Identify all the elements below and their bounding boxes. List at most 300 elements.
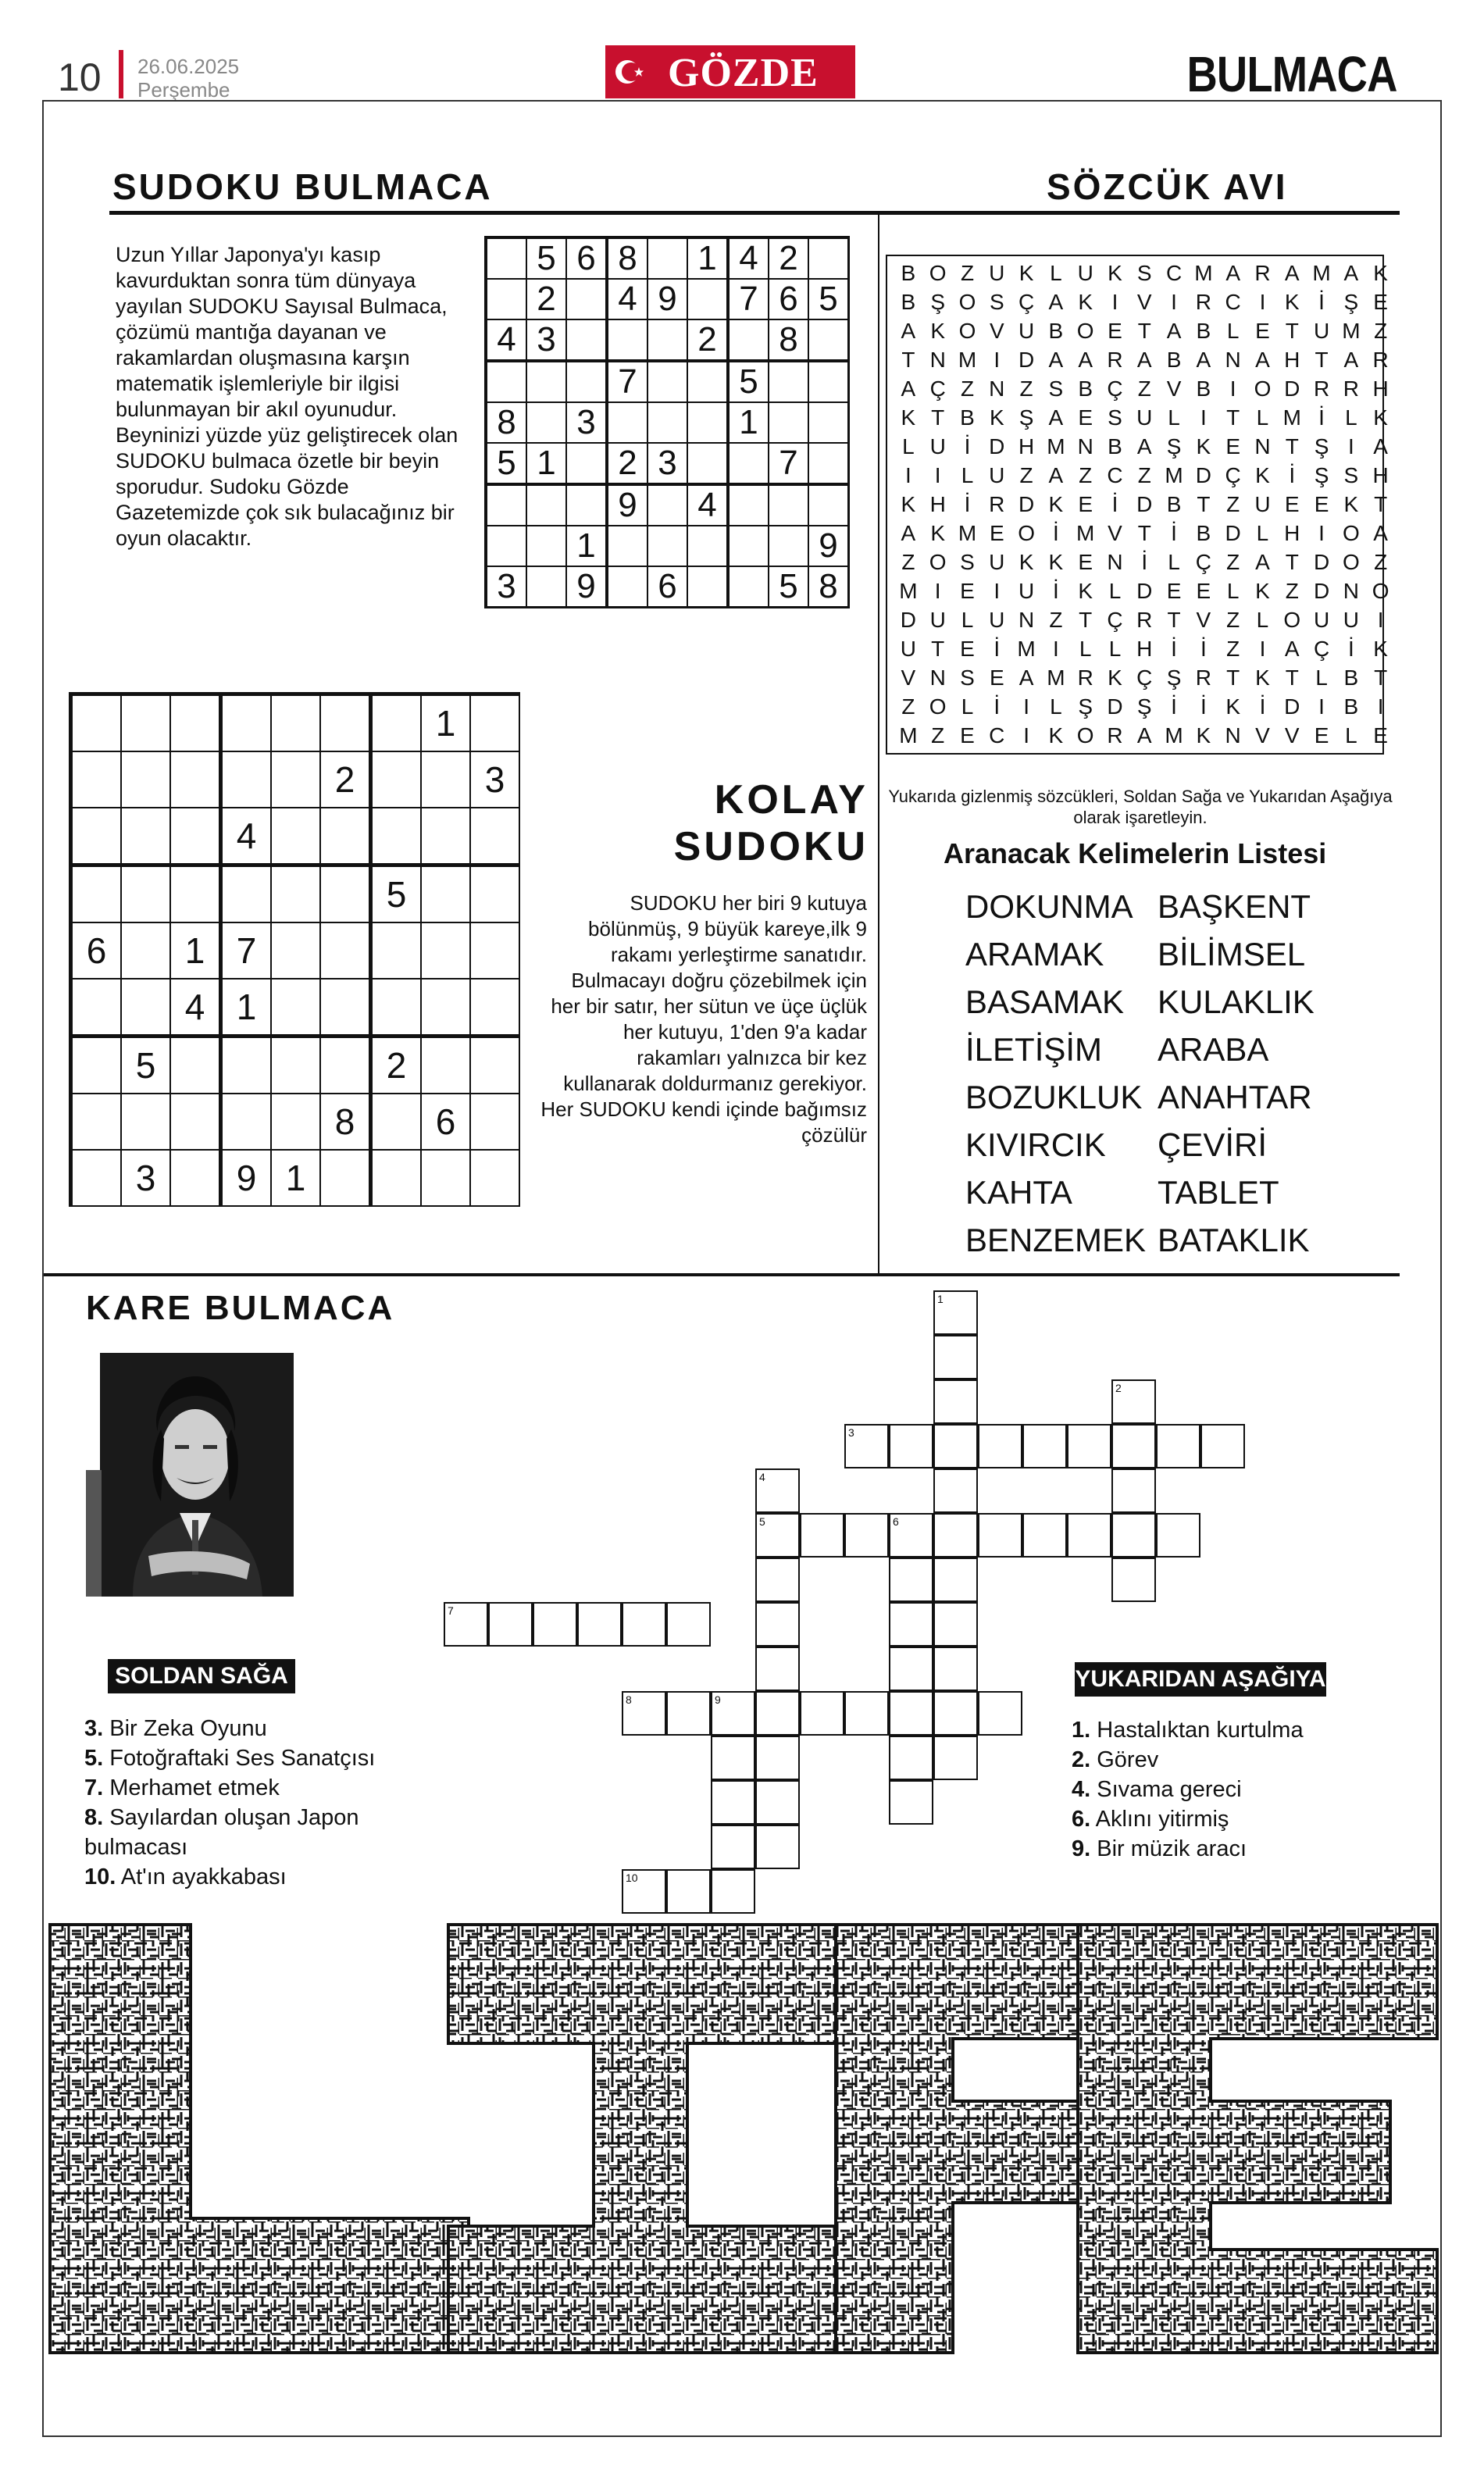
crossword-cell[interactable] [933,1602,978,1647]
wordsearch-letter[interactable]: L [1168,405,1180,430]
sudoku-cell[interactable] [470,808,519,865]
sudoku-cell[interactable] [486,237,526,279]
sudoku-cell[interactable] [808,237,849,279]
wordsearch-letter[interactable]: A [901,376,916,401]
wordsearch-letter[interactable]: E [1255,319,1270,343]
sudoku-cell[interactable]: 5 [526,237,566,279]
crossword-cell[interactable] [889,1647,933,1691]
wordsearch-letter[interactable]: K [1255,463,1270,487]
sudoku-cell[interactable]: 2 [687,319,728,361]
wordsearch-letter[interactable]: B [1078,376,1093,401]
wordsearch-letter[interactable]: Ç [1195,550,1211,574]
crossword-cell[interactable] [711,1869,755,1914]
sudoku-cell[interactable] [371,922,422,979]
wordsearch-letter[interactable]: İ [1289,463,1296,487]
sudoku-cell[interactable] [170,694,221,752]
wordsearch-letter[interactable]: T [1285,550,1299,574]
sudoku-cell[interactable]: 4 [607,279,647,319]
sudoku-grid[interactable] [484,236,850,608]
sudoku-cell[interactable] [221,694,272,752]
crossword-cell[interactable] [889,1780,933,1825]
sudoku-cell[interactable] [271,1037,320,1094]
sudoku-cell[interactable] [808,319,849,361]
wordsearch-letter[interactable]: M [1047,665,1065,690]
wordsearch-letter[interactable]: A [1343,348,1359,372]
sudoku-cell[interactable] [526,402,566,443]
wordsearch-letter[interactable]: I [993,348,1001,372]
wordsearch-letter[interactable]: M [958,521,977,545]
sudoku-cell[interactable] [647,526,687,566]
wordsearch-letter[interactable]: R [1195,290,1211,314]
wordsearch-letter[interactable]: D [1107,694,1123,719]
wordsearch-letter[interactable]: A [1166,319,1182,343]
wordsearch-letter[interactable]: U [1136,405,1153,430]
wordsearch-letter[interactable]: Ş [1314,463,1329,487]
wordsearch-letter[interactable]: K [1373,261,1388,285]
wordsearch-letter[interactable]: I [993,579,1001,603]
wordsearch-letter[interactable]: K [1048,492,1064,516]
wordsearch-letter[interactable]: O [1372,579,1389,603]
sudoku-cell[interactable] [320,922,371,979]
wordsearch-letter[interactable]: A [901,319,916,343]
sudoku-cell[interactable]: 4 [221,808,272,865]
sudoku-cell[interactable] [769,484,808,526]
wordsearch-letter[interactable]: D [1225,521,1241,545]
wordsearch-letter[interactable]: İ [1200,637,1207,661]
wordsearch-letter[interactable]: V [1166,376,1182,401]
sudoku-cell[interactable]: 2 [526,279,566,319]
sudoku-cell[interactable]: 1 [421,694,470,752]
wordsearch-letter[interactable]: E [1314,492,1329,516]
crossword-cell[interactable] [622,1602,666,1647]
crossword-cell[interactable] [800,1513,844,1558]
wordsearch-letter[interactable]: T [1285,319,1299,343]
crossword-cell[interactable] [978,1424,1022,1468]
wordsearch-letter[interactable]: Z [1374,550,1388,574]
crossword-cell[interactable] [711,1736,755,1780]
wordsearch-letter[interactable]: C [1225,290,1241,314]
wordsearch-letter[interactable]: A [1255,550,1270,574]
crossword-cell[interactable] [978,1513,1022,1558]
wordsearch-letter[interactable]: O [1342,550,1360,574]
wordsearch-letter[interactable]: Ç [1107,376,1123,401]
wordsearch-letter[interactable]: Ş [1343,290,1359,314]
wordsearch-letter[interactable]: V [1196,608,1211,632]
sudoku-cell[interactable] [221,865,272,923]
wordsearch-letter[interactable]: T [1285,434,1299,459]
wordsearch-letter[interactable]: Z [1226,608,1240,632]
wordsearch-letter[interactable]: S [1343,463,1359,487]
wordsearch-letter[interactable]: İ [1318,290,1325,314]
wordsearch-letter[interactable]: M [899,579,918,603]
wordsearch-letter[interactable]: O [958,290,976,314]
sudoku-cell[interactable]: 3 [470,751,519,808]
wordsearch-letter[interactable]: İ [1347,637,1354,661]
sudoku-cell[interactable] [371,1094,422,1150]
wordsearch-letter[interactable]: D [1018,492,1035,516]
sudoku-cell[interactable] [170,1037,221,1094]
wordsearch-letter[interactable]: Z [1049,608,1063,632]
wordsearch-letter[interactable]: U [989,463,1005,487]
wordsearch-letter[interactable]: B [1166,492,1182,516]
wordsearch-letter[interactable]: M [1047,434,1065,459]
crossword-cell[interactable] [889,1424,933,1468]
wordsearch-letter[interactable]: M [1165,723,1183,748]
wordsearch-letter[interactable]: I [1023,723,1029,748]
wordsearch-letter[interactable]: R [1077,665,1093,690]
wordsearch-letter[interactable]: L [961,694,974,719]
wordsearch-letter[interactable]: H [1018,434,1035,459]
sudoku-cell[interactable]: 7 [607,361,647,402]
wordsearch-letter[interactable]: D [1018,348,1035,372]
wordsearch-letter[interactable]: A [1225,261,1240,285]
crossword-cell[interactable] [755,1647,800,1691]
sudoku-cell[interactable]: 3 [566,402,607,443]
wordsearch-letter[interactable]: K [1255,665,1270,690]
wordsearch-letter[interactable]: O [929,694,947,719]
sudoku-cell[interactable] [320,1037,371,1094]
crossword-cell[interactable] [800,1691,844,1736]
sudoku-cell[interactable]: 2 [371,1037,422,1094]
sudoku-cell[interactable] [170,1150,221,1206]
wordsearch-letter[interactable]: I [934,463,941,487]
wordsearch-letter[interactable]: B [1048,319,1064,343]
wordsearch-letter[interactable]: E [989,521,1004,545]
crossword-cell[interactable] [1022,1513,1067,1558]
wordsearch-letter[interactable]: U [1018,319,1035,343]
crossword-cell[interactable] [533,1602,577,1647]
wordsearch-letter[interactable]: T [1285,665,1299,690]
sudoku-cell[interactable] [728,443,769,484]
crossword-cell[interactable] [666,1602,711,1647]
wordsearch-letter[interactable]: N [1018,608,1035,632]
sudoku-cell[interactable] [647,484,687,526]
wordsearch-letter[interactable]: İ [993,694,1001,719]
wordsearch-letter[interactable]: D [989,434,1005,459]
sudoku-cell[interactable]: 8 [320,1094,371,1150]
sudoku-cell[interactable] [647,319,687,361]
wordsearch-letter[interactable]: T [1226,405,1240,430]
sudoku-cell[interactable]: 4 [687,484,728,526]
crossword-cell[interactable] [755,1558,800,1602]
wordsearch-letter[interactable]: C [989,723,1005,748]
wordsearch-letter[interactable]: K [1048,723,1064,748]
sudoku-cell[interactable] [566,484,607,526]
wordsearch-letter[interactable]: K [1048,550,1064,574]
crossword-cell[interactable] [622,1691,666,1736]
wordsearch-letter[interactable]: A [1373,521,1388,545]
sudoku-cell[interactable] [470,1037,519,1094]
sudoku-cell[interactable] [170,808,221,865]
wordsearch-letter[interactable]: Z [1226,550,1240,574]
wordsearch-letter[interactable]: S [1048,376,1064,401]
sudoku-cell[interactable] [566,319,607,361]
sudoku-cell[interactable] [121,694,170,752]
wordsearch-letter[interactable]: H [1284,348,1300,372]
sudoku-cell[interactable] [470,922,519,979]
wordsearch-letter[interactable]: R [1254,261,1271,285]
sudoku-cell[interactable] [421,1150,470,1206]
crossword-cell[interactable] [889,1513,933,1558]
sudoku-cell[interactable] [769,402,808,443]
wordsearch-letter[interactable]: A [1078,348,1093,372]
wordsearch-letter[interactable]: U [929,608,946,632]
crossword-cell[interactable] [755,1468,800,1513]
wordsearch-letter[interactable]: İ [1111,492,1118,516]
wordsearch-letter[interactable]: T [931,405,945,430]
wordsearch-letter[interactable]: M [1342,319,1361,343]
crossword-cell[interactable] [933,1647,978,1691]
wordsearch-letter[interactable]: L [1050,261,1062,285]
sudoku-cell[interactable]: 5 [808,279,849,319]
sudoku-cell[interactable] [808,361,849,402]
wordsearch-letter[interactable]: E [1314,723,1329,748]
wordsearch-letter[interactable]: A [1373,434,1388,459]
wordsearch-letter[interactable]: U [989,550,1005,574]
sudoku-cell[interactable] [470,1094,519,1150]
wordsearch-letter[interactable]: I [1052,637,1059,661]
sudoku-cell[interactable] [271,865,320,923]
sudoku-cell[interactable]: 8 [808,566,849,608]
wordsearch-letter[interactable]: V [1255,723,1270,748]
wordsearch-letter[interactable]: K [1225,694,1240,719]
sudoku-cell[interactable] [71,694,122,752]
sudoku-cell[interactable]: 4 [486,319,526,361]
crossword-cell[interactable] [755,1513,800,1558]
wordsearch-letter[interactable]: S [960,665,975,690]
wordsearch-letter[interactable]: E [960,637,975,661]
wordsearch-letter[interactable]: T [931,637,945,661]
sudoku-cell[interactable] [526,361,566,402]
sudoku-cell[interactable]: 1 [271,1150,320,1206]
sudoku-cell[interactable]: 1 [687,237,728,279]
wordsearch-letter[interactable]: E [1373,723,1388,748]
wordsearch-letter[interactable]: U [929,434,946,459]
wordsearch-letter[interactable]: B [901,290,916,314]
sudoku-cell[interactable] [687,526,728,566]
wordsearch-letter[interactable]: K [1018,550,1034,574]
sudoku-cell[interactable] [71,1037,122,1094]
sudoku-cell[interactable] [470,1150,519,1206]
wordsearch-letter[interactable]: Ç [1107,608,1123,632]
crossword-cell[interactable] [1111,1513,1156,1558]
wordsearch-letter[interactable]: N [1225,348,1241,372]
wordsearch-letter[interactable]: İ [1141,550,1148,574]
wordsearch-letter[interactable]: A [1284,637,1300,661]
crossword-cell[interactable] [488,1602,533,1647]
sudoku-cell[interactable] [121,865,170,923]
sudoku-cell[interactable] [486,361,526,402]
sudoku-cell[interactable] [320,808,371,865]
wordsearch-letter[interactable]: I [1259,637,1266,661]
wordsearch-letter[interactable]: Ç [1136,665,1153,690]
wordsearch-letter[interactable]: D [1136,579,1153,603]
sudoku-cell[interactable] [728,319,769,361]
sudoku-cell[interactable] [728,484,769,526]
wordsearch-letter[interactable]: Z [1019,376,1033,401]
sudoku-cell[interactable] [170,865,221,923]
wordsearch-letter[interactable]: U [1077,261,1093,285]
wordsearch-letter[interactable]: B [960,405,975,430]
crossword-cell[interactable] [844,1424,889,1468]
sudoku-cell[interactable] [271,1094,320,1150]
wordsearch-letter[interactable]: T [1374,492,1388,516]
crossword-cell[interactable] [933,1335,978,1379]
sudoku-cell[interactable] [647,402,687,443]
wordsearch-letter[interactable]: S [960,550,975,574]
sudoku-cell[interactable] [271,751,320,808]
sudoku-cell[interactable] [320,1150,371,1206]
wordsearch-letter[interactable]: O [1283,608,1301,632]
wordsearch-letter[interactable]: K [930,521,946,545]
wordsearch-letter[interactable]: R [1343,376,1359,401]
wordsearch-letter[interactable]: Z [960,376,975,401]
wordsearch-letter[interactable]: L [902,434,915,459]
sudoku-cell[interactable]: 1 [728,402,769,443]
sudoku-cell[interactable] [421,979,470,1037]
sudoku-cell[interactable] [607,566,647,608]
wordsearch-letter[interactable]: Ç [1018,290,1035,314]
wordsearch-letter[interactable]: E [1108,319,1122,343]
crossword-cell[interactable] [666,1869,711,1914]
sudoku-cell[interactable] [769,526,808,566]
wordsearch-letter[interactable]: R [1372,348,1389,372]
wordsearch-letter[interactable]: Z [901,694,915,719]
wordsearch-letter[interactable]: T [1167,608,1181,632]
wordsearch-letter[interactable]: T [1374,665,1388,690]
wordsearch-letter[interactable]: T [1315,348,1329,372]
wordsearch-letter[interactable]: T [1137,319,1151,343]
crossword-cell[interactable] [622,1869,666,1914]
wordsearch-letter[interactable]: U [900,637,917,661]
wordsearch-letter[interactable]: A [1196,348,1211,372]
wordsearch-letter[interactable]: N [1254,434,1271,459]
sudoku-cell[interactable] [769,361,808,402]
sudoku-cell[interactable]: 6 [566,237,607,279]
wordsearch-letter[interactable]: M [1282,405,1301,430]
sudoku-cell[interactable] [121,808,170,865]
wordsearch-letter[interactable]: L [1168,550,1180,574]
crossword-cell[interactable] [1111,1468,1156,1513]
crossword-cell[interactable] [933,1691,978,1736]
wordsearch-letter[interactable]: A [1018,665,1034,690]
sudoku-cell[interactable]: 3 [486,566,526,608]
sudoku-cell[interactable] [121,1094,170,1150]
sudoku-cell[interactable] [647,237,687,279]
sudoku-cell[interactable] [421,865,470,923]
sudoku-cell[interactable] [808,402,849,443]
wordsearch-letter[interactable]: A [1136,723,1152,748]
wordsearch-letter[interactable]: K [1255,579,1270,603]
wordsearch-letter[interactable]: S [1136,261,1152,285]
wordsearch-letter[interactable]: V [901,665,916,690]
crossword-cell[interactable] [933,1468,978,1513]
sudoku-cell[interactable] [728,566,769,608]
wordsearch-letter[interactable]: İ [1171,521,1177,545]
crossword-cell[interactable] [755,1736,800,1780]
sudoku-cell[interactable] [566,443,607,484]
wordsearch-letter[interactable]: B [1196,521,1211,545]
sudoku-cell[interactable] [170,751,221,808]
wordsearch-letter[interactable]: T [1197,492,1211,516]
sudoku-cell[interactable]: 5 [728,361,769,402]
wordsearch-letter[interactable]: Z [1079,463,1093,487]
wordsearch-letter[interactable]: K [1078,579,1093,603]
wordsearch-letter[interactable]: E [1196,579,1211,603]
wordsearch-letter[interactable]: M [1017,637,1036,661]
wordsearch-letter[interactable]: L [1226,319,1240,343]
wordsearch-letter[interactable]: N [1107,550,1123,574]
wordsearch-letter[interactable]: I [1023,694,1029,719]
wordsearch-letter[interactable]: R [1195,665,1211,690]
wordsearch-letter[interactable]: R [989,492,1005,516]
sudoku-cell[interactable]: 5 [486,443,526,484]
wordsearch-letter[interactable]: E [960,579,975,603]
wordsearch-letter[interactable]: İ [1259,694,1266,719]
wordsearch-letter[interactable]: Z [1374,319,1388,343]
wordsearch-letter[interactable]: İ [964,434,971,459]
crossword-cell[interactable] [933,1736,978,1780]
wordsearch-letter[interactable]: U [989,608,1005,632]
wordsearch-letter[interactable]: Ç [929,376,946,401]
sudoku-cell[interactable]: 5 [371,865,422,923]
crossword-cell[interactable] [711,1780,755,1825]
sudoku-cell[interactable] [566,361,607,402]
sudoku-cell[interactable]: 5 [769,566,808,608]
crossword-cell[interactable] [755,1602,800,1647]
sudoku-cell[interactable]: 1 [566,526,607,566]
wordsearch-letter[interactable]: İ [1200,694,1207,719]
crossword-cell[interactable] [1111,1424,1156,1468]
sudoku-cell[interactable]: 8 [486,402,526,443]
sudoku-cell[interactable] [470,979,519,1037]
sudoku-cell[interactable] [71,751,122,808]
sudoku-cell[interactable] [687,566,728,608]
sudoku-cell[interactable]: 6 [421,1094,470,1150]
wordsearch-letter[interactable]: L [1345,723,1357,748]
wordsearch-letter[interactable]: O [1076,723,1094,748]
sudoku-cell[interactable] [121,922,170,979]
sudoku-cell[interactable]: 1 [221,979,272,1037]
wordsearch-letter[interactable]: H [1136,637,1153,661]
sudoku-cell[interactable] [221,1094,272,1150]
sudoku-cell[interactable] [421,922,470,979]
crossword-cell[interactable] [755,1825,800,1869]
wordsearch-letter[interactable]: K [989,405,1004,430]
wordsearch-letter[interactable]: B [1166,348,1182,372]
sudoku-cell[interactable] [486,526,526,566]
wordsearch-letter[interactable]: İ [1171,637,1177,661]
wordsearch-letter[interactable]: Z [1226,492,1240,516]
wordsearch-letter[interactable]: C [1107,463,1123,487]
wordsearch-letter[interactable]: Ş [1136,694,1152,719]
sudoku-cell[interactable] [320,865,371,923]
wordsearch-letter[interactable]: L [961,463,974,487]
wordsearch-letter[interactable]: A [1136,434,1152,459]
crossword-cell[interactable] [755,1780,800,1825]
wordsearch-letter[interactable]: E [1078,492,1093,516]
wordsearch-letter[interactable]: H [1372,463,1389,487]
sudoku-cell[interactable]: 2 [607,443,647,484]
sudoku-cell[interactable]: 6 [647,566,687,608]
wordsearch-letter[interactable]: Ç [1313,637,1330,661]
wordsearch-letter[interactable]: B [1196,319,1211,343]
wordsearch-letter[interactable]: E [1225,434,1240,459]
wordsearch-letter[interactable]: Ş [1078,694,1093,719]
sudoku-cell[interactable] [121,979,170,1037]
wordsearch-letter[interactable]: M [1194,261,1213,285]
sudoku-cell[interactable]: 1 [170,922,221,979]
